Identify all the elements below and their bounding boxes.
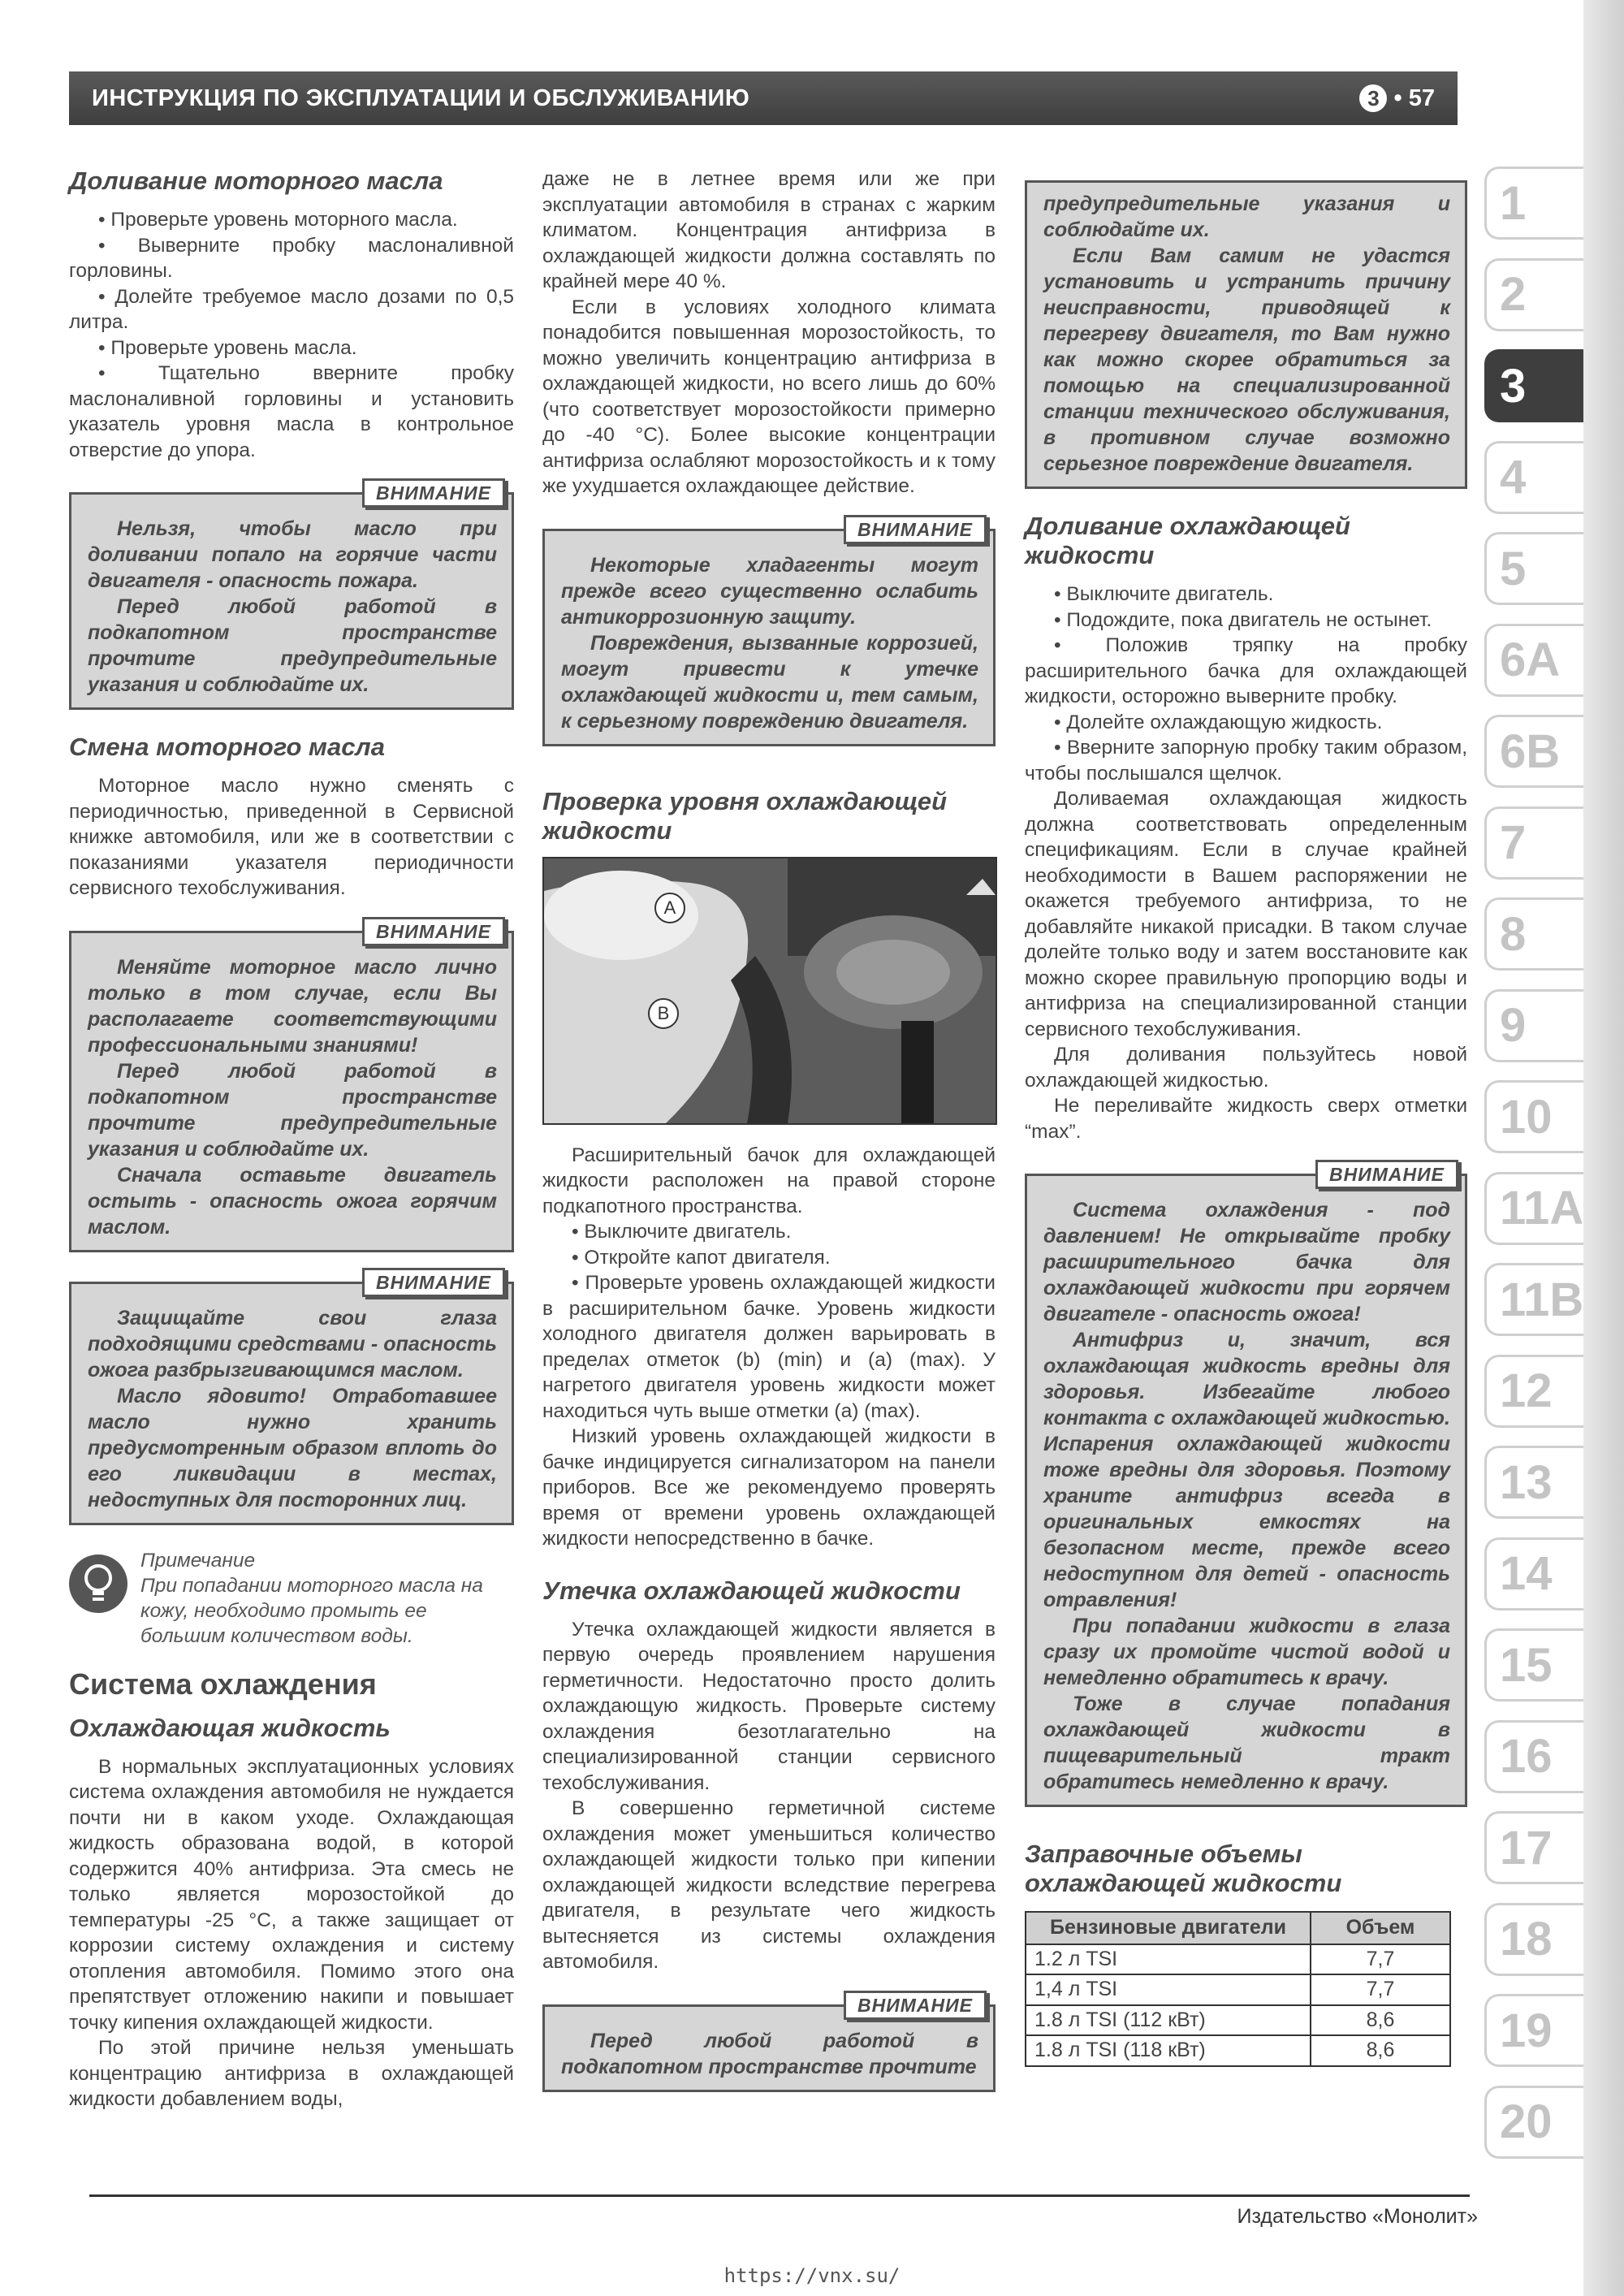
note-title: Примечание: [140, 1549, 256, 1572]
table-header-volume: Объем: [1311, 1912, 1450, 1944]
chapter-tab-2[interactable]: 2: [1484, 258, 1583, 331]
table-header-row: [1026, 1912, 1450, 1944]
warning-text: Если Вам самим не удастся установить и устранить причину неисправности, приводящей к перегреву двигателя, то Вам нужно как можно скорее обратиться за помощью на специализированной станции технического обслуживания, в противном случае возможно серьезное повреждение двигателя.: [1043, 244, 1450, 475]
chapter-tab-5[interactable]: 5: [1484, 532, 1583, 605]
note-block: [69, 1548, 514, 1649]
coolant-check-title: Проверка уровня охлаждающей жидкости: [542, 786, 948, 845]
table-cell-engine: 1.8 л TSI (112 кВт): [1026, 2005, 1311, 2036]
chapter-badge: 3: [1359, 84, 1387, 112]
warning-text: Меняйте моторное масло лично только в том случае, если Вы располагаете соответствующими профессиональными знаниями!: [88, 955, 497, 1057]
list-item: • Вверните запорную пробку таким образом, чтобы послышался щелчок.: [1025, 735, 1467, 786]
warning-box-continued: [1025, 180, 1467, 489]
chapter-tab-10[interactable]: 10: [1484, 1080, 1583, 1153]
column-3: [1025, 180, 1467, 2067]
table-row: [1026, 2035, 1450, 2066]
warning-text: Перед любой работой в подкапотном пространстве прочтите: [561, 2029, 978, 2078]
warning-text: При попадании жидкости в глаза сразу их промойте чистой водой и немедленно обратитесь к врачу.: [1043, 1615, 1450, 1689]
coolant-reservoir-photo: [542, 857, 997, 1125]
chapter-tab-7[interactable]: 7: [1484, 806, 1583, 880]
coolant-paragraph: даже не в летнее время или же при эксплуатации автомобиля в странах с жарким климатом. Концентрация антифриза в охлаждающей жидкости должна составлять по крайней мере 40 %.: [542, 168, 996, 292]
coolant-topup-title: Доливание охлаждающей жидкости: [1025, 512, 1350, 569]
oil-change-text: Моторное масло нужно сменять с периодичностью, приведенной в Сервисной книжке автомобиля, или же в соответствии с показаниями указателя периодичности сервисного техобслуживания.: [69, 775, 514, 899]
table-cell-volume: 8,6: [1311, 2035, 1450, 2066]
list-item: • Проверьте уровень масла.: [69, 335, 514, 361]
chapter-tab-8[interactable]: 8: [1484, 897, 1583, 971]
chapter-tab-14[interactable]: 14: [1484, 1537, 1583, 1611]
warning-text: Масло ядовито! Отработавшее масло нужно хранить предусмотренным образом вплоть до его ликвидации в местах, недоступных для посторонних лиц.: [88, 1384, 497, 1511]
column-1: [69, 166, 514, 2112]
chapter-tab-9[interactable]: 9: [1484, 989, 1583, 1062]
warning-label: ВНИМАНИЕ: [362, 478, 505, 508]
oil-topup-title: Доливание моторного масла: [69, 166, 443, 195]
chapter-tab-18[interactable]: 18: [1484, 1903, 1583, 1976]
warning-box: [542, 1994, 996, 2092]
list-item: • Тщательно вверните пробку маслоналивной горловины и установить указатель уровня масла в контрольное отверстие до упора.: [69, 361, 514, 463]
chapter-tab-19[interactable]: 19: [1484, 1994, 1583, 2067]
chapter-tab-11a[interactable]: 11A: [1484, 1172, 1583, 1245]
chapter-tab-6a[interactable]: 6A: [1484, 624, 1583, 697]
warning-text: Защищайте свои глаза подходящими средствами - опасность ожога разбрызгивающимся маслом.: [88, 1306, 497, 1381]
coolant-topup-paragraph: Не переливайте жидкость сверх отметки “max”.: [1025, 1095, 1467, 1143]
table-header-engine: Бензиновые двигатели: [1026, 1912, 1311, 1944]
chapter-tab-6b[interactable]: 6B: [1484, 715, 1583, 788]
coolant-paragraph: В нормальных эксплуатационных условиях система охлаждения автомобиля не нуждается почти ни в каком уходе. Охлаждающая жидкость образована водой, в которой содержится 40% антифриза. Эта смесь не только является морозостойкой до температуры -25 °C, а также защищает от коррозии систему охлаждения и систему отопления автомобиля. Помимо этого она препятствует отложению накипи и повышает точку кипения охлаждающей жидкости.: [69, 1755, 514, 2034]
chapter-tab-17[interactable]: 17: [1484, 1811, 1583, 1884]
warning-text: Перед любой работой в подкапотном пространстве прочтите предупредительные указания и соблюдайте их.: [88, 595, 497, 696]
warning-label: ВНИМАНИЕ: [362, 1268, 505, 1297]
chapter-tab-1[interactable]: 1: [1484, 166, 1583, 240]
table-row: [1026, 1974, 1450, 2005]
coolant-leak-title: Утечка охлаждающей жидкости: [542, 1576, 961, 1605]
table-cell-volume: 7,7: [1311, 1944, 1450, 1975]
warning-text: предупредительные указания и соблюдайте их.: [1043, 192, 1450, 241]
footer-publisher: Издательство «Монолит»: [1237, 2205, 1478, 2228]
warning-label: ВНИМАНИЕ: [844, 1991, 987, 2020]
cooling-section-title: Система охлаждения: [69, 1667, 377, 1701]
chapter-tab-13[interactable]: 13: [1484, 1446, 1583, 1519]
chapter-tab-11b[interactable]: 11B: [1484, 1263, 1583, 1336]
column-2: [542, 166, 996, 2115]
table-cell-volume: 8,6: [1311, 2005, 1450, 2036]
warning-text: Сначала оставьте двигатель остыть - опасность ожога горячим маслом.: [88, 1163, 497, 1239]
capacity-title: Заправочные объемы охлаждающей жидкости: [1025, 1840, 1342, 1897]
list-item: • Выверните пробку маслоналивной горловины.: [69, 233, 514, 284]
warning-text: Нельзя, чтобы масло при доливании попало на горячие части двигателя - опасность пожара.: [88, 517, 497, 592]
coolant-check-paragraph: Низкий уровень охлаждающей жидкости в бачке индицируется сигнализатором на панели приборов. Все же рекомендуемо проверять время от времени уровень охлаждающей жидкости непосредственно в бачке.: [542, 1425, 996, 1550]
coolant-check-paragraph: Расширительный бачок для охлаждающей жидкости расположен на правой стороне подкапотного пространства.: [542, 1144, 996, 1217]
warning-text: Повреждения, вызванные коррозией, могут привести к утечке охлаждающей жидкости и, тем самым, к серьезному повреждению двигателя.: [561, 631, 978, 733]
table-row: [1026, 2005, 1450, 2036]
list-item: • Выключите двигатель.: [542, 1219, 996, 1245]
chapter-tab-12[interactable]: 12: [1484, 1355, 1583, 1428]
warning-box: [1025, 1164, 1467, 1807]
oil-change-title: Смена моторного масла: [69, 733, 385, 761]
coolant-paragraph: Если в условиях холодного климата понадобится повышенная морозостойкость, то можно увеличить концентрацию антифриза в охлаждающей жидкости, но всего лишь до 60% (что соответствует морозостойкости примерно до -40 °C). Более высокие концентрации антифриза ослабляют морозостойкость и к тому же ухудшается охлаждающее действие.: [542, 296, 996, 497]
table-cell-volume: 7,7: [1311, 1974, 1450, 2005]
list-item: • Выключите двигатель.: [1025, 582, 1467, 608]
warning-text: Перед любой работой в подкапотном пространстве прочтите предупредительные указания и соблюдайте их.: [88, 1059, 497, 1161]
page-number: • 57: [1387, 85, 1435, 111]
coolant-paragraph: По этой причине нельзя уменьшать концентрацию антифриза в охлаждающей жидкости добавлением воды,: [69, 2037, 514, 2110]
chapter-tab-20[interactable]: 20: [1484, 2086, 1583, 2159]
list-item: • Долейте охлаждающую жидкость.: [1025, 710, 1467, 736]
warning-text: Некоторые хладагенты могут прежде всего существенно ослабить антикоррозионную защиту.: [561, 553, 978, 629]
list-item: • Откройте капот двигателя.: [542, 1245, 996, 1271]
chapter-tab-15[interactable]: 15: [1484, 1628, 1583, 1701]
coolant-title: Охлаждающая жидкость: [69, 1713, 391, 1742]
lightbulb-icon: [69, 1554, 127, 1613]
page-edge-shadow: [1583, 0, 1624, 2296]
warning-label: ВНИМАНИЕ: [1315, 1160, 1458, 1189]
header-page-number: [1359, 84, 1435, 112]
list-item: • Проверьте уровень охлаждающей жидкости в расширительном бачке. Уровень жидкости холодного двигателя должен варьировать в пределах отметок (b) (min) и (a) (max). У нагретого двигателя уровень жидкости может находиться чуть выше отметки (a) (max).: [542, 1270, 996, 1424]
table-cell-engine: 1.2 л TSI: [1026, 1944, 1311, 1975]
list-item: • Проверьте уровень моторного масла.: [69, 207, 514, 233]
capacity-table: [1025, 1911, 1451, 2067]
list-item: • Подождите, пока двигатель не остынет.: [1025, 608, 1467, 633]
photo-label-a: A: [654, 893, 685, 923]
list-item: • Долейте требуемое масло дозами по 0,5 литра.: [69, 284, 514, 335]
warning-text: Система охлаждения - под давлением! Не открывайте пробку расширительного бачка для охлаждающей жидкости при горячем двигателе - опасность ожога!: [1043, 1199, 1450, 1325]
warning-box: [69, 1271, 514, 1525]
warning-label: ВНИМАНИЕ: [362, 917, 505, 946]
chapter-tab-4[interactable]: 4: [1484, 441, 1583, 514]
list-item: • Положив тряпку на пробку расширительного бачка для охлаждающей жидкости, осторожно выверните пробку.: [1025, 633, 1467, 710]
warning-text: Тоже в случае попадания охлаждающей жидкости в пищеварительный тракт обратитесь немедленно к врачу.: [1043, 1693, 1450, 1793]
chapter-tab-16[interactable]: 16: [1484, 1720, 1583, 1793]
chapter-tabs: [1484, 166, 1583, 2177]
table-cell-engine: 1.8 л TSI (118 кВт): [1026, 2035, 1311, 2066]
warning-text: Антифриз и, значит, вся охлаждающая жидкость вредны для здоровья. Избегайте любого контакта с охлаждающей жидкостью. Испарения охлаждающей жидкости тоже вредны для здоровья. Поэтому храните антифриз всегда в оригинальных емкостях на безопасном месте, прежде всего недоступном для детей - опасность отравления!: [1043, 1329, 1450, 1611]
table-cell-engine: 1,4 л TSI: [1026, 1974, 1311, 2005]
warning-box: [69, 920, 514, 1252]
chapter-tab-3[interactable]: 3: [1484, 349, 1583, 422]
coolant-leak-paragraph: В совершенно герметичной системе охлаждения может уменьшиться количество охлаждающей жидкости только при кипении охлаждающей жидкости вследствие перегрева двигателя, в результате чего жидкость вытесняется из системы охлаждения автомобиля.: [542, 1797, 996, 1973]
footer-url: https://vnx.su/: [723, 2264, 901, 2287]
coolant-topup-paragraph: Доливаемая охлаждающая жидкость должна соответствовать определенным спецификациям. Если в случае крайней необходимости в Вашем распоряжении не окажется требуемого антифриза, то не добавляйте никакой присадки. В таком случае долейте только воду и затем восстановите как можно скорее правильную пропорцию воды и антифриза на специализированной станции сервисного техобслуживания.: [1025, 788, 1467, 1040]
coolant-topup-paragraph: Для доливания пользуйтесь новой охлаждающей жидкостью.: [1025, 1044, 1467, 1092]
warning-box: [69, 482, 514, 710]
page-header: [69, 71, 1458, 125]
warning-box: [542, 518, 996, 746]
note-text: При попадании моторного масла на кожу, необходимо промыть ее большим количеством воды.: [140, 1574, 483, 1647]
header-title: ИНСТРУКЦИЯ ПО ЭКСПЛУАТАЦИИ И ОБСЛУЖИВАНИЮ: [92, 84, 750, 111]
photo-label-b: B: [648, 998, 679, 1029]
footer-divider: [89, 2194, 1470, 2197]
coolant-leak-paragraph: Утечка охлаждающей жидкости является в первую очередь проявлением нарушения герметичности. Недостаточно просто долить охлаждающую жидкость. Проверьте систему охлаждения безотлагательно на специализированной станции сервисного техобслуживания.: [542, 1618, 996, 1794]
table-row: [1026, 1944, 1450, 1975]
warning-label: ВНИМАНИЕ: [844, 515, 987, 544]
